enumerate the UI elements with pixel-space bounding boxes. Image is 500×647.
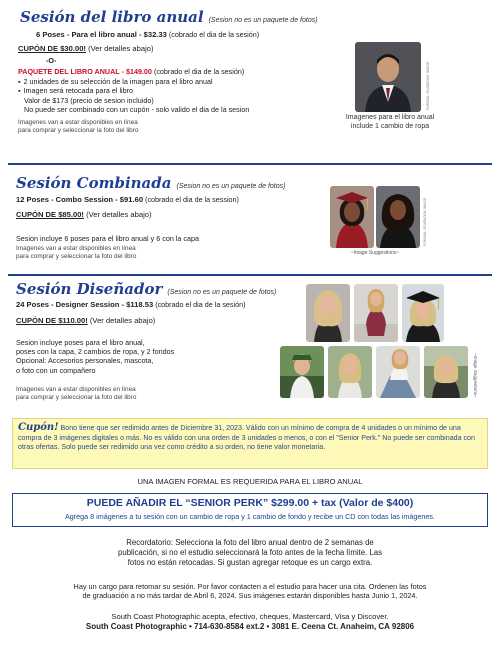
section-libro-title: Sesión del libro anual: [20, 8, 204, 26]
libro-package-label: PAQUETE DEL LIBRO ANUAL - $149.00: [18, 67, 152, 76]
combinada-photo-cap-image: [330, 186, 374, 248]
libro-bullet-1: ▪ 2 unidades de su selección de la imagen para el libro anual: [18, 77, 213, 86]
libro-photo: [355, 42, 421, 112]
libro-bullets: [18, 77, 213, 95]
divider-1: [8, 163, 492, 165]
disenador-image-suggestions: ~Image Suggestions~: [473, 352, 478, 398]
reminder-line-2: publicación, si no el estudio seleccionará la foto antes de la fecha límite. Las: [118, 548, 382, 558]
disenador-photo-7: [424, 346, 468, 398]
libro-photo-image: [355, 42, 421, 112]
section-combinada-header: [16, 176, 285, 192]
disenador-photo-1: [306, 284, 350, 342]
disenador-photo-7-image: [424, 346, 468, 398]
combinada-poses-label: 12 Poses - Combo Session - $91.60: [16, 195, 144, 204]
disenador-photo-3-image: [402, 284, 444, 342]
disenador-desc-4: o foto con un compañero: [16, 365, 96, 375]
section-disenador-note: (Sesion no es un paquete de fotos): [167, 289, 277, 296]
combinada-poses: [16, 195, 239, 205]
disenador-photo-2-image: [354, 284, 398, 342]
disenador-coupon-details: (Ver detalles abajo): [89, 316, 156, 325]
combinada-coupon-label: CUPÓN DE $85.00!: [16, 210, 84, 219]
combinada-poses-note: (cobrado el dia de la session): [145, 195, 239, 204]
libro-poses: [36, 30, 259, 40]
senior-perk-title: PUEDE AÑADIR EL “SENIOR PERK” $299.00 + tax (Valor de $400): [86, 497, 414, 509]
disenador-photo-1-image: [306, 284, 350, 342]
disenador-desc-2: poses con la capa, 2 cambios de ropa, y 2 fondos: [16, 347, 175, 357]
combinada-online: [16, 245, 136, 261]
disenador-coupon: [16, 316, 155, 326]
footer: [0, 612, 500, 633]
disenador-photo-5: [328, 346, 372, 398]
combinada-photo-portrait-image: [376, 186, 420, 248]
footer-contact: South Coast Photographic • 714-630-8584 ext.2 • 3081 E. Ceena Ct. Anaheim, CA 92806: [85, 622, 415, 632]
libro-poses-note: (cobrado el dia de la sesión): [168, 30, 260, 39]
disenador-desc-3: Opcional: Accesorios personales, mascota,: [16, 356, 154, 366]
disenador-poses-note: (cobrado el dia de la sesión): [155, 300, 246, 309]
libro-photo-caption: [310, 114, 470, 132]
libro-coupon-label: CUPÓN DE $30.00!: [18, 44, 86, 53]
senior-perk-box: [12, 493, 488, 527]
disenador-online: [16, 386, 136, 402]
disenador-photo-6: [376, 346, 420, 398]
libro-coupon: [18, 44, 154, 54]
combinada-desc: Sesion incluye 6 poses para el libro anual y 6 con la capa: [16, 234, 199, 243]
disenador-poses-label: 24 Poses - Designer Session - $118.53: [16, 300, 154, 309]
senior-perk-subtitle: Agrega 8 imágenes a tu sesión con un cambio de ropa y 1 cambio de fondo y recibe un CD con todas las imágenes.: [65, 512, 435, 522]
libro-photo-watermark: FORMAL YEARBOOK IMAGE: [426, 61, 430, 110]
libro-online-2: para comprar y seleccionar la foto del libro: [18, 127, 139, 135]
formal-required: UNA IMAGEN FORMAL ES REQUERIDA PARA EL LIBRO ANUAL: [137, 477, 363, 486]
retake-notice: [0, 582, 500, 601]
combinada-image-suggestions: ~Image Suggestions~: [350, 250, 400, 256]
coupon-notice: [12, 418, 488, 469]
libro-no-coupon: No puede ser combinado con un cupón - solo valido el dia de la sesion: [24, 105, 250, 114]
combinada-online-1: Imagenes van a estar disponibles en línea: [16, 245, 136, 252]
disenador-photo-6-image: [376, 346, 420, 398]
section-combinada-title: Sesión Combinada: [16, 174, 172, 192]
coupon-notice-text: Bono tiene que ser redimido antes de Diciembre 31, 2023. Válido con un mínimo de compra de 4 unidades o un mínimo de una compra de 3 imágenes digitales o más. No es válido con una orden de 3 unidades o menos, o con el "Senior Perk." No puede ser combinada con otras ofertas. Solo puede ser redimido una vez como crédito a su orden, no tiene valor monetaria.: [18, 424, 475, 452]
disenador-photo-4-image: [280, 346, 324, 398]
reminder-line-1: Recordatorio: Selecciona la foto del libro anual dentro de 2 semanas de: [126, 538, 374, 547]
reminder-line-3: fotos no están retocadas. Si gustan agregar retoque es un cargo extra.: [127, 558, 373, 568]
combinada-photo-cap: [330, 186, 374, 248]
disenador-photo-4: [280, 346, 324, 398]
footer-payment: South Coast Photographic acepta, efectivo, cheques, Mastercard, Visa y Discover.: [111, 612, 389, 621]
libro-photo-caption-2: include 1 cambio de ropa: [350, 122, 430, 130]
combinada-online-2: para comprar y seleccionar la foto del libro: [16, 253, 137, 261]
libro-package: [18, 67, 244, 76]
disenador-photo-3: [402, 284, 444, 342]
disenador-poses: [16, 300, 245, 310]
section-combinada-note: (Sesion no es un paquete de fotos): [176, 183, 286, 190]
section-libro-header: [20, 10, 318, 26]
disenador-coupon-label: CUPÓN DE $110.00!: [16, 316, 88, 325]
disenador-desc: [16, 338, 174, 375]
combinada-coupon-details: (Ver detalles abajo): [86, 210, 152, 219]
libro-poses-label: 6 Poses - Para el libro anual - $32.33: [36, 30, 167, 39]
coupon-notice-title: Cupón!: [18, 422, 59, 433]
retake-line-2: de graduación a no más tardar de Abril 6, 2024. Sus imágenes estarán disponibles hasta Junio 1, 2024.: [82, 591, 418, 601]
libro-package-note: (cobrado el dia de la sesión): [153, 67, 245, 76]
divider-2: [8, 274, 492, 276]
section-disenador-title: Sesión Diseñador: [16, 280, 163, 298]
libro-or: -O-: [46, 56, 57, 65]
combinada-coupon: [16, 210, 152, 220]
combinada-photo-portrait: [376, 186, 420, 248]
libro-value: Valor de $173 (precio de sesion incluido): [24, 96, 154, 105]
disenador-online-1: Imagenes van a estar disponibles en línea: [16, 386, 136, 393]
disenador-photo-2: [354, 284, 398, 342]
reminder: [0, 538, 500, 568]
section-libro-note: (Sesion no es un paquete de fotos): [208, 17, 318, 24]
disenador-online-2: para comprar y seleccionar la foto del libro: [16, 394, 137, 402]
libro-photo-caption-1: Imagenes para el libro anual: [345, 114, 435, 121]
section-disenador-header: [16, 282, 276, 298]
disenador-photo-5-image: [328, 346, 372, 398]
libro-coupon-details: (Ver detalles abajo): [88, 44, 154, 53]
retake-line-1: Hay un cargo para retomar su sesión. Por favor contacten a el estudio para hacer una cita. Ordenen las fotos: [73, 582, 427, 591]
libro-bullet-2: ▪ Imagen será retocada para el libro: [18, 86, 213, 95]
libro-online: [18, 119, 138, 135]
libro-online-1: Imagenes van a estar disponibles en línea: [18, 119, 138, 126]
combinada-photo-watermark: FORMAL YEARBOOK IMAGE: [423, 197, 427, 246]
disenador-desc-1: Sesion incluye poses para el libro anual,: [16, 338, 145, 347]
